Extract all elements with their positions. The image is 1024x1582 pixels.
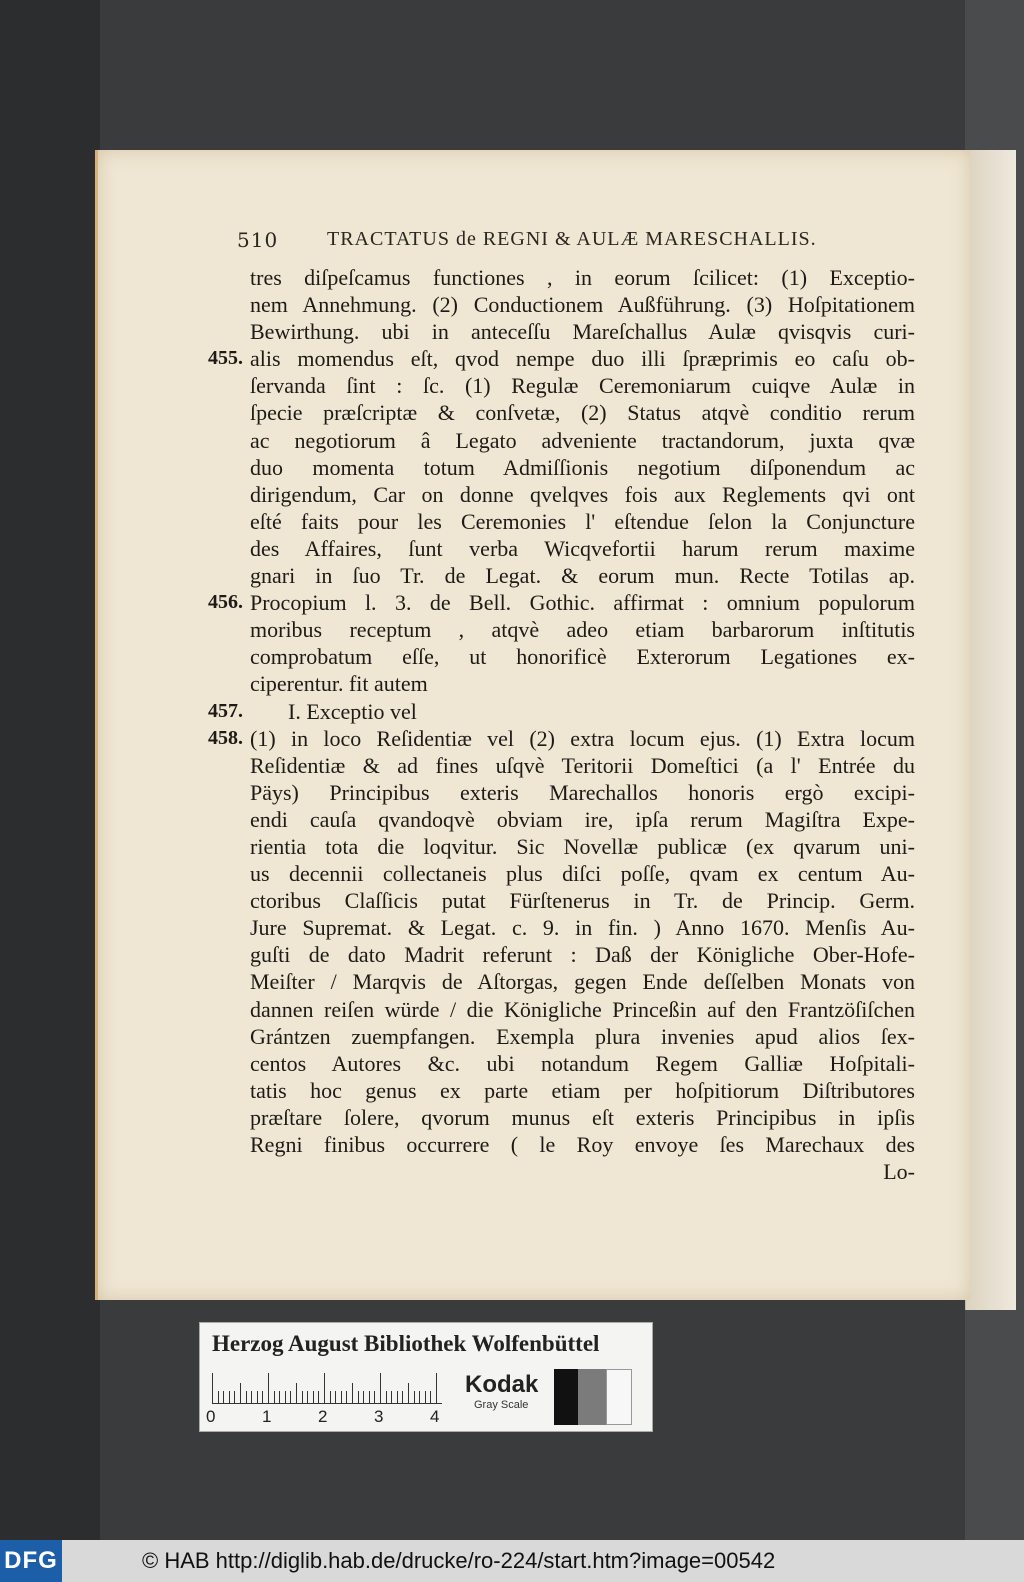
ruler-tick bbox=[313, 1391, 314, 1403]
text-line: dannen reiſen würde / die Königliche Princeßin auf den Frantzöſiſchen bbox=[250, 996, 915, 1022]
text-line: rientia tota die loqvitur. Sic Novellæ publicæ (ex qvarum uni- bbox=[250, 833, 915, 859]
ruler-tick bbox=[290, 1391, 291, 1403]
margin-paragraph-number: 457. bbox=[208, 699, 243, 722]
text-line: ſervanda ſint : ſc. (1) Regulæ Ceremoniarum cuiqve Aulæ in bbox=[250, 373, 915, 399]
ruler-tick bbox=[408, 1383, 409, 1403]
ruler-tick bbox=[341, 1391, 342, 1403]
text-line: guſti de dato Madrit referunt : Daß der Königliche Ober-Hofe- bbox=[250, 942, 915, 968]
scanner-background-left bbox=[0, 0, 100, 1540]
running-header bbox=[237, 228, 857, 258]
ruler-tick bbox=[285, 1391, 286, 1403]
ruler-tick bbox=[268, 1373, 269, 1403]
ruler-tick bbox=[346, 1391, 347, 1403]
text-line: Lo- bbox=[883, 1159, 915, 1185]
text-line: præſtare ſolere, qvorum munus eſt exteris Principibus in ipſis bbox=[250, 1104, 915, 1130]
ruler-tick bbox=[240, 1383, 241, 1403]
ruler-tick bbox=[324, 1373, 325, 1403]
ruler-tick bbox=[251, 1391, 252, 1403]
color-calibration-card bbox=[199, 1322, 653, 1432]
ruler-tick bbox=[352, 1383, 353, 1403]
ruler-tick bbox=[425, 1391, 426, 1403]
kodak-logo: Kodak bbox=[465, 1371, 539, 1398]
text-line: Päys) Principibus exteris Marechallos honoris ergò excipi- bbox=[250, 779, 915, 805]
ruler-tick bbox=[257, 1391, 258, 1403]
white-swatch bbox=[606, 1369, 632, 1425]
ruler-tick bbox=[234, 1391, 235, 1403]
text-line: Reſidentiæ & ad fines uſqvè Teritorii Domeſtici (a l' Entrée du bbox=[250, 752, 915, 778]
ruler-tick bbox=[369, 1391, 370, 1403]
ruler-tick bbox=[358, 1391, 359, 1403]
text-line: ciperentur. fit autem bbox=[250, 671, 428, 697]
card-title: Herzog August Bibliothek Wolfenbüttel bbox=[212, 1331, 600, 1356]
ruler-tick bbox=[380, 1373, 381, 1403]
ruler-tick bbox=[246, 1391, 247, 1403]
text-line: Grántzen zuempfangen. Exempla plura invenies apud alios ſex- bbox=[250, 1023, 915, 1049]
black-swatch bbox=[554, 1369, 578, 1425]
text-line: dirigendum, Car on donne qvelqves fois aux Reglements qvi ont bbox=[250, 481, 915, 507]
ruler-tick bbox=[302, 1391, 303, 1403]
ruler-tick bbox=[419, 1391, 420, 1403]
text-line: us decennii collectaneis plus diſci poſſe, qvam ex centum Au- bbox=[250, 861, 915, 887]
text-line: Bewirthung. ubi in anteceſſu Mareſchallus Aulæ qvisqvis curi- bbox=[250, 319, 915, 345]
text-line: gnari in ſuo Tr. de Legat. & eorum mun. Recte Totilas ap. bbox=[250, 563, 915, 589]
ruler-tick bbox=[279, 1391, 280, 1403]
ruler-tick bbox=[318, 1391, 319, 1403]
text-line: des Affaires, ſunt verba Wicqvefortii harum rerum maxime bbox=[250, 535, 915, 561]
ruler-scale bbox=[212, 1373, 442, 1404]
ruler-tick bbox=[296, 1383, 297, 1403]
gray-scale-label: Gray Scale bbox=[474, 1399, 529, 1411]
text-line: alis momendus eſt, qvod nempe duo illi ſpræprimis eo caſu ob- bbox=[250, 346, 915, 372]
ruler-label: 3 bbox=[374, 1407, 384, 1426]
next-page-edge bbox=[965, 150, 1016, 1310]
ruler-tick bbox=[262, 1391, 263, 1403]
ruler-tick bbox=[223, 1391, 224, 1403]
running-head-title: TRACTATUS de REGNI & AULÆ MARESCHALLIS. bbox=[327, 228, 817, 250]
text-line: endi cauſa qvandoqvè obviam ire, ipſa rerum Magiſtra Expe- bbox=[250, 806, 915, 832]
ruler-label: 4 bbox=[430, 1407, 440, 1426]
ruler-tick bbox=[391, 1391, 392, 1403]
text-line: Procopium l. 3. de Bell. Gothic. affirmat : omnium populorum bbox=[250, 590, 915, 616]
text-line: Meiſter / Marqvis de Aſtorgas, gegen Ende deſſelben Monats von bbox=[250, 969, 915, 995]
margin-paragraph-number: 455. bbox=[208, 347, 243, 370]
ruler-tick bbox=[274, 1391, 275, 1403]
text-line: centos Autores &c. ubi notandum Regem Galliæ Hoſpitali- bbox=[250, 1050, 915, 1076]
ruler-tick bbox=[218, 1391, 219, 1403]
ruler-tick bbox=[430, 1391, 431, 1403]
ruler-tick bbox=[386, 1391, 387, 1403]
ruler-tick bbox=[330, 1391, 331, 1403]
text-line: tres diſpeſcamus functiones , in eorum ſcilicet: (1) Exceptio- bbox=[250, 265, 915, 290]
copyright-link[interactable]: © HAB http://diglib.hab.de/drucke/ro-224/start.htm?image=00542 bbox=[142, 1548, 776, 1573]
ruler-tick bbox=[307, 1391, 308, 1403]
text-line: ſpecie præſcriptæ & conſvetæ, (2) Status atqvè conditio rerum bbox=[250, 400, 915, 426]
ruler-label: 2 bbox=[318, 1407, 328, 1426]
text-line: moribus receptum , atqvè adeo etiam barbarorum inſtitutis bbox=[250, 617, 915, 643]
footer-bar bbox=[0, 1540, 1024, 1582]
ruler-tick bbox=[436, 1373, 437, 1403]
text-line: ac negotiorum â Legato adveniente tractandorum, juxta qvæ bbox=[250, 427, 915, 453]
page-number: 510 bbox=[237, 228, 279, 252]
text-line: ctoribus Claſſicis putat Fürſtenerus in Tr. de Princip. Germ. bbox=[250, 888, 915, 914]
ruler-tick bbox=[212, 1373, 213, 1403]
margin-paragraph-number: 456. bbox=[208, 591, 243, 614]
ruler-tick bbox=[414, 1391, 415, 1403]
margin-paragraph-number: 458. bbox=[208, 726, 243, 749]
text-line: tatis hoc genus ex parte etiam per hoſpitiorum Diſtributores bbox=[250, 1077, 915, 1103]
ruler-tick bbox=[397, 1391, 398, 1403]
ruler-label: 0 bbox=[206, 1407, 216, 1426]
text-line: I. Exceptio vel bbox=[288, 698, 417, 724]
ruler-tick bbox=[402, 1391, 403, 1403]
text-line: (1) in loco Reſidentiæ vel (2) extra locum ejus. (1) Extra locum bbox=[250, 725, 915, 751]
ruler-tick bbox=[229, 1391, 230, 1403]
dfg-logo: DFG bbox=[0, 1540, 62, 1582]
text-line: Regni finibus occurrere ( le Roy envoye ſes Marechaux des bbox=[250, 1132, 915, 1157]
page-body-text bbox=[250, 264, 915, 1185]
ruler-tick bbox=[335, 1391, 336, 1403]
ruler-tick bbox=[374, 1391, 375, 1403]
ruler-tick bbox=[363, 1391, 364, 1403]
ruler-label: 1 bbox=[262, 1407, 272, 1426]
text-line: nem Annehmung. (2) Conductionem Außführung. (3) Hoſpitationem bbox=[250, 292, 915, 318]
text-line: comprobatum eſſe, ut honorificè Exterorum Legationes ex- bbox=[250, 644, 915, 670]
text-line: eſté faits pour les Ceremonies l' eſtendue ſelon la Conjuncture bbox=[250, 508, 915, 534]
text-line: duo momenta totum Admiſſionis negotium diſponendum ac bbox=[250, 454, 915, 480]
gray-swatch bbox=[578, 1369, 606, 1425]
text-line: Jure Supremat. & Legat. c. 9. in fin. ) Anno 1670. Menſis Au- bbox=[250, 915, 915, 941]
ruler-labels bbox=[206, 1407, 446, 1427]
